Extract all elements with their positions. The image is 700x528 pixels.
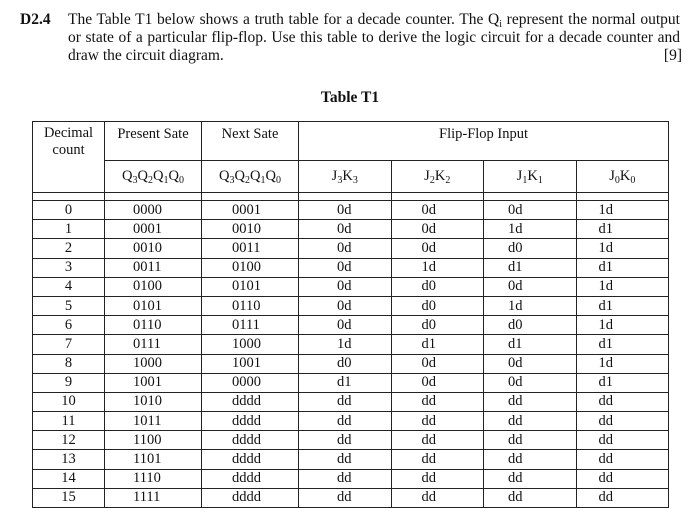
j0k0-cell: d1 xyxy=(576,258,669,277)
j3k3-cell: 0d xyxy=(299,296,392,315)
j2k2-cell: dd xyxy=(391,450,484,469)
j0k0-cell: dd xyxy=(576,412,669,431)
present-state-cell: 0110 xyxy=(105,316,202,335)
j3k3-cell: 1d xyxy=(299,335,392,354)
table-title: Table T1 xyxy=(320,89,380,106)
j1k1-cell: dd xyxy=(484,392,577,411)
next-state-cell: 0110 xyxy=(202,296,299,315)
j1k1-cell: dd xyxy=(484,450,577,469)
header-present-state: Present Sate xyxy=(105,122,202,161)
decimal-cell: 2 xyxy=(33,239,105,258)
decimal-cell: 9 xyxy=(33,373,105,392)
subheader-next-q: $Q_3Q_2Q_1Q_0$ xyxy=(202,161,299,193)
next-state-cell: dddd xyxy=(202,450,299,469)
table-row xyxy=(33,277,669,296)
truth-table xyxy=(32,121,669,508)
decimal-cell: 12 xyxy=(33,431,105,450)
subheader-j2k2: $J_2K_2$ xyxy=(391,161,484,193)
j1k1-cell: 0d xyxy=(484,201,577,220)
question-number: D2.4 xyxy=(20,11,51,28)
present-state-cell: 0010 xyxy=(105,239,202,258)
j2k2-cell: 0d xyxy=(391,239,484,258)
table-row xyxy=(33,201,669,220)
question-text: The Table T1 below shows a truth table for a decade counter. The $Q_i$ represent the normal output or state of a particular flip-flop. Use this table to derive the logic circuit for a decade counter and draw the circuit diagram. xyxy=(68,11,680,64)
j0k0-cell: dd xyxy=(576,450,669,469)
j0k0-cell: 1d xyxy=(576,239,669,258)
table-row xyxy=(33,220,669,239)
j1k1-cell: 1d xyxy=(484,220,577,239)
subheader-j3k3: $J_3K_3$ xyxy=(299,161,392,193)
j1k1-cell: 0d xyxy=(484,373,577,392)
j3k3-cell: 0d xyxy=(299,239,392,258)
j1k1-cell: d1 xyxy=(484,335,577,354)
j2k2-cell: dd xyxy=(391,431,484,450)
j1k1-cell: dd xyxy=(484,469,577,488)
j2k2-cell: dd xyxy=(391,412,484,431)
decimal-cell: 8 xyxy=(33,354,105,373)
present-state-cell: 0111 xyxy=(105,335,202,354)
j3k3-cell: d0 xyxy=(299,354,392,373)
j2k2-cell: d0 xyxy=(391,316,484,335)
j2k2-cell: dd xyxy=(391,469,484,488)
present-state-cell: 0101 xyxy=(105,296,202,315)
table-row xyxy=(33,431,669,450)
next-state-cell: 0111 xyxy=(202,316,299,335)
table-row xyxy=(33,258,669,277)
truth-table-body xyxy=(33,201,669,508)
j1k1-cell: 0d xyxy=(484,277,577,296)
table-row xyxy=(33,412,669,431)
header-gap-row xyxy=(33,193,669,201)
j0k0-cell: d1 xyxy=(576,373,669,392)
j3k3-cell: 0d xyxy=(299,258,392,277)
decimal-cell: 0 xyxy=(33,201,105,220)
j2k2-cell: d1 xyxy=(391,335,484,354)
j0k0-cell: d1 xyxy=(576,296,669,315)
decimal-cell: 11 xyxy=(33,412,105,431)
next-state-cell: dddd xyxy=(202,488,299,507)
j0k0-cell: 1d xyxy=(576,354,669,373)
question-marks: [9] xyxy=(663,47,682,64)
j3k3-cell: d1 xyxy=(299,373,392,392)
next-state-cell: 0101 xyxy=(202,277,299,296)
j1k1-cell: dd xyxy=(484,431,577,450)
next-state-cell: 0011 xyxy=(202,239,299,258)
table-row xyxy=(33,392,669,411)
decimal-cell: 3 xyxy=(33,258,105,277)
j1k1-cell: dd xyxy=(484,488,577,507)
j2k2-cell: dd xyxy=(391,392,484,411)
present-state-cell: 0011 xyxy=(105,258,202,277)
next-state-cell: dddd xyxy=(202,469,299,488)
next-state-cell: 0000 xyxy=(202,373,299,392)
next-state-cell: dddd xyxy=(202,392,299,411)
j2k2-cell: d0 xyxy=(391,277,484,296)
j0k0-cell: dd xyxy=(576,431,669,450)
j2k2-cell: dd xyxy=(391,488,484,507)
decimal-cell: 14 xyxy=(33,469,105,488)
next-state-cell: 1000 xyxy=(202,335,299,354)
next-state-cell: dddd xyxy=(202,412,299,431)
j0k0-cell: d1 xyxy=(576,335,669,354)
header-flip-flop-input: Flip-Flop Input xyxy=(299,122,669,161)
next-state-cell: 1001 xyxy=(202,354,299,373)
table-row xyxy=(33,335,669,354)
table-row xyxy=(33,450,669,469)
j2k2-cell: 0d xyxy=(391,220,484,239)
present-state-cell: 0000 xyxy=(105,201,202,220)
present-state-cell: 1010 xyxy=(105,392,202,411)
header-next-state: Next Sate xyxy=(202,122,299,161)
present-state-cell: 1110 xyxy=(105,469,202,488)
j3k3-cell: dd xyxy=(299,488,392,507)
present-state-cell: 1101 xyxy=(105,450,202,469)
next-state-cell: 0001 xyxy=(202,201,299,220)
present-state-cell: 1100 xyxy=(105,431,202,450)
decimal-cell: 10 xyxy=(33,392,105,411)
present-state-cell: 0100 xyxy=(105,277,202,296)
j2k2-cell: 1d xyxy=(391,258,484,277)
j0k0-cell: dd xyxy=(576,469,669,488)
next-state-cell: 0100 xyxy=(202,258,299,277)
j2k2-cell: d0 xyxy=(391,296,484,315)
header-decimal-count: Decimal count xyxy=(33,122,105,193)
j0k0-cell: 1d xyxy=(576,201,669,220)
subheader-j0k0: $J_0K_0$ xyxy=(576,161,669,193)
j0k0-cell: 1d xyxy=(576,277,669,296)
decimal-cell: 4 xyxy=(33,277,105,296)
j0k0-cell: 1d xyxy=(576,316,669,335)
j1k1-cell: 1d xyxy=(484,296,577,315)
j0k0-cell: dd xyxy=(576,488,669,507)
j3k3-cell: 0d xyxy=(299,220,392,239)
next-state-cell: 0010 xyxy=(202,220,299,239)
next-state-cell: dddd xyxy=(202,431,299,450)
j2k2-cell: 0d xyxy=(391,354,484,373)
j1k1-cell: d0 xyxy=(484,239,577,258)
j1k1-cell: dd xyxy=(484,412,577,431)
decimal-cell: 6 xyxy=(33,316,105,335)
table-row xyxy=(33,316,669,335)
table-row xyxy=(33,488,669,507)
present-state-cell: 1000 xyxy=(105,354,202,373)
decimal-cell: 13 xyxy=(33,450,105,469)
j3k3-cell: 0d xyxy=(299,277,392,296)
j0k0-cell: dd xyxy=(576,392,669,411)
j3k3-cell: dd xyxy=(299,431,392,450)
subheader-present-q: $Q_3Q_2Q_1Q_0$ xyxy=(105,161,202,193)
j1k1-cell: d1 xyxy=(484,258,577,277)
decimal-cell: 7 xyxy=(33,335,105,354)
j3k3-cell: 0d xyxy=(299,201,392,220)
j2k2-cell: 0d xyxy=(391,373,484,392)
decimal-cell: 5 xyxy=(33,296,105,315)
j3k3-cell: dd xyxy=(299,469,392,488)
j2k2-cell: 0d xyxy=(391,201,484,220)
table-row xyxy=(33,296,669,315)
subheader-j1k1: $J_1K_1$ xyxy=(484,161,577,193)
j3k3-cell: dd xyxy=(299,450,392,469)
j0k0-cell: d1 xyxy=(576,220,669,239)
decimal-cell: 1 xyxy=(33,220,105,239)
present-state-cell: 0001 xyxy=(105,220,202,239)
j3k3-cell: 0d xyxy=(299,316,392,335)
j1k1-cell: d0 xyxy=(484,316,577,335)
table-row xyxy=(33,469,669,488)
j3k3-cell: dd xyxy=(299,392,392,411)
j1k1-cell: 0d xyxy=(484,354,577,373)
table-row xyxy=(33,239,669,258)
present-state-cell: 1001 xyxy=(105,373,202,392)
present-state-cell: 1011 xyxy=(105,412,202,431)
j3k3-cell: dd xyxy=(299,412,392,431)
table-row xyxy=(33,373,669,392)
decimal-cell: 15 xyxy=(33,488,105,507)
present-state-cell: 1111 xyxy=(105,488,202,507)
table-row xyxy=(33,354,669,373)
